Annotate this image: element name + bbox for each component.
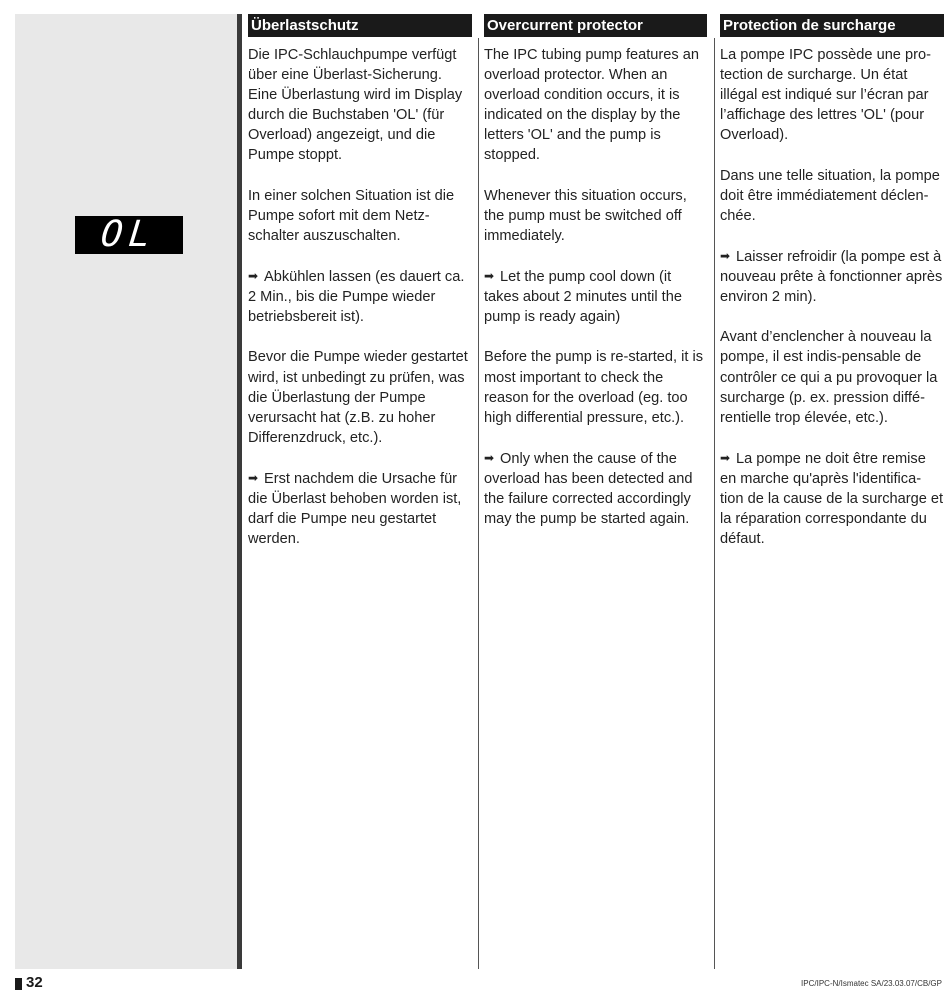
paragraph: La pompe IPC possède une pro-tection de surcharge. Un état illégal est indiqué sur l’écran par l’affichage des lettres 'OL' (pour Overload).: [720, 47, 931, 144]
column-french: [720, 14, 944, 569]
sidebar-panel: [15, 14, 237, 969]
paragraph: ➡ Only when the cause of the overload has been detected and the failure corrected accordingly may the pump be started again.: [484, 448, 707, 529]
paragraph: Bevor die Pumpe wieder gestartet wird, ist unbedingt zu prüfen, was die Überlastung der Pumpe verursacht hat (z.B. zu hoher Differenzdruck, etc.).: [248, 349, 468, 446]
arrow-right-icon: ➡: [484, 450, 495, 465]
column-divider: [478, 38, 479, 969]
arrow-right-icon: ➡: [248, 269, 259, 284]
paragraph: The IPC tubing pump features an overload protector. When an overload condition occurs, it is indicated on the display by the letters 'OL' and the pump is stopped.: [484, 47, 699, 164]
paragraph: Avant d’enclencher à nouveau la pompe, il est indis-pensable de contrôler ce qui a pu provoquer la surcharge (p. ex. pression diffé-rentielle trop élevée, etc.).: [720, 329, 938, 426]
column-heading: Überlastschutz: [248, 14, 472, 37]
paragraph: Die IPC-Schlauchpumpe verfügt über eine Überlast-Sicherung. Eine Überlastung wird im Display durch die Buchstaben 'OL' (für Overload) angezeigt, und die Pumpe stoppt.: [248, 47, 463, 164]
display-readout: [75, 216, 183, 254]
paragraph: ➡ Laisser refroidir (la pompe est à nouveau prête à fonctionner après environ 2 min).: [720, 246, 944, 307]
paragraph: Before the pump is re-started, it is most important to check the reason for the overload (eg. too high differential pressure, etc.).: [484, 349, 703, 426]
column-heading: Protection de surcharge: [720, 14, 944, 37]
paragraph: ➡ La pompe ne doit être remise en marche qu'après l'identifica-tion de la cause de la surcharge et la réparation correspondante du défaut.: [720, 448, 944, 549]
arrow-right-icon: ➡: [720, 450, 731, 465]
arrow-right-icon: ➡: [484, 269, 495, 284]
paragraph: ➡ Erst nachdem die Ursache für die Überlast behoben worden ist, darf die Pumpe neu gestartet werden.: [248, 468, 472, 549]
document-reference: IPC/IPC-N/Ismatec SA/23.03.07/CB/GP: [801, 979, 942, 988]
paragraph: Whenever this situation occurs, the pump must be switched off immediately.: [484, 187, 687, 244]
page-number: 32: [26, 974, 43, 991]
paragraph: ➡ Abkühlen lassen (es dauert ca. 2 Min., bis die Pumpe wieder betriebsbereit ist).: [248, 266, 472, 327]
page-marker: [15, 978, 22, 990]
display-readout-text: OL: [99, 214, 159, 255]
column-heading: Overcurrent protector: [484, 14, 707, 37]
column-german: [248, 14, 472, 569]
paragraph: ➡ Let the pump cool down (it takes about 2 minutes until the pump is ready again): [484, 266, 707, 327]
column-divider: [714, 38, 715, 969]
sidebar-divider: [237, 14, 242, 969]
paragraph: Dans une telle situation, la pompe doit être immédiatement déclen-chée.: [720, 167, 940, 224]
paragraph: In einer solchen Situation ist die Pumpe sofort mit dem Netz-schalter auszuschalten.: [248, 187, 455, 244]
column-english: [484, 14, 707, 549]
arrow-right-icon: ➡: [720, 248, 731, 263]
arrow-right-icon: ➡: [248, 470, 259, 485]
